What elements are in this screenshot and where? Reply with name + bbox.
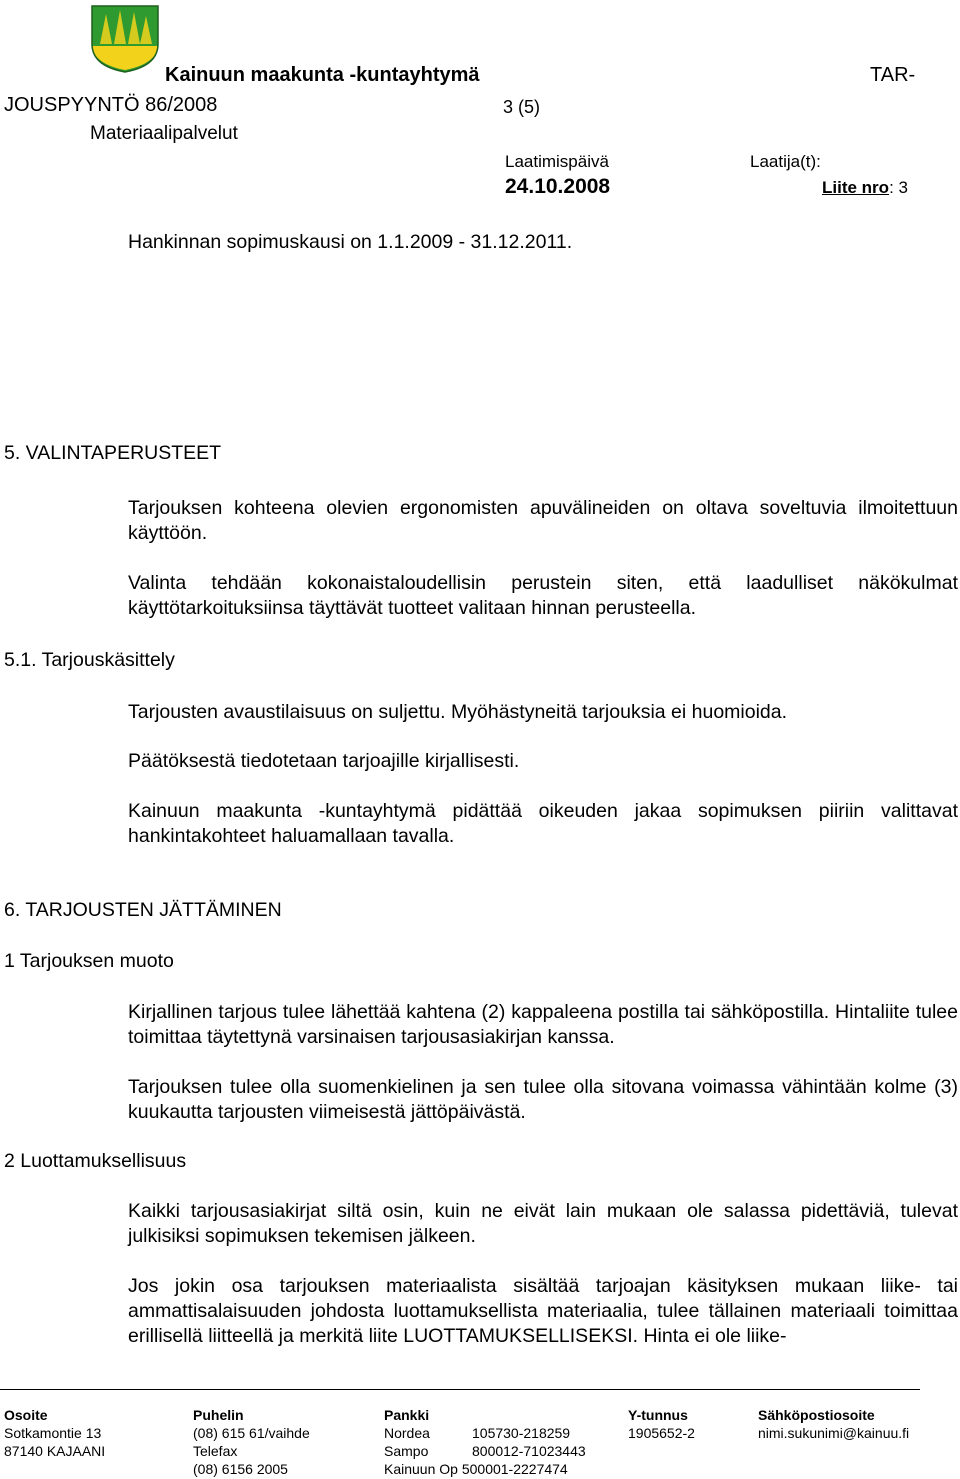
- attachment-label: Liite nro: [822, 178, 890, 197]
- footer-email-label: Sähköpostiosoite: [758, 1407, 875, 1423]
- footer-bank-label: Pankki: [384, 1407, 430, 1423]
- section-6-item-2-paragraph-2: Jos jokin osa tarjouksen materiaalista sisältää tarjoajan käsityksen mukaan liike- tai ammattisalaisuuden johdosta luottamuksellista materiaalia, tulee tällainen materiaali toimittaa erillisellä liitteellä ja merkitä liite LUOTTAMUKSELLISEKSI. Hinta ei ole liike-: [128, 1275, 958, 1347]
- footer-phone: [193, 1406, 310, 1478]
- coat-of-arms-icon: [90, 4, 160, 74]
- section-5-1-paragraph-2: Päätöksestä tiedotetaan tarjoajille kirjallisesti.: [128, 750, 520, 772]
- section-6-heading: 6. TARJOUSTEN JÄTTÄMINEN: [4, 899, 282, 921]
- organization-logo: [90, 4, 160, 74]
- document-type-prefix: TAR-: [870, 64, 916, 86]
- section-6-item-2-heading: 2 Luottamuksellisuus: [4, 1150, 187, 1172]
- footer-bank-name: Kainuun Op 500001-2227474: [384, 1461, 568, 1477]
- document-id: JOUSPYYNTÖ 86/2008: [4, 94, 218, 116]
- footer-address-label: Osoite: [4, 1407, 48, 1423]
- footer-divider: [0, 1389, 920, 1390]
- footer-bank-accounts: [472, 1424, 586, 1460]
- footer-email-value: nimi.sukunimi@kainuu.fi: [758, 1425, 910, 1441]
- footer-bank-name: Sampo: [384, 1443, 429, 1459]
- footer-address-line: Sotkamontie 13: [4, 1425, 102, 1441]
- footer-phone-line: Telefax: [193, 1443, 238, 1459]
- section-5-heading: 5. VALINTAPERUSTEET: [4, 442, 222, 464]
- section-6-item-1-heading: 1 Tarjouksen muoto: [4, 950, 174, 972]
- date-label: Laatimispäivä: [505, 152, 609, 171]
- author-label: Laatija(t):: [750, 152, 821, 171]
- attachment-value: : 3: [889, 178, 908, 197]
- footer-email: [758, 1406, 909, 1442]
- page-number: 3 (5): [503, 97, 541, 117]
- footer-ytunnus: [628, 1406, 695, 1442]
- organization-name: Kainuun maakunta -kuntayhtymä: [165, 64, 480, 86]
- footer-bank-account: 105730-218259: [472, 1425, 571, 1441]
- footer-ytunnus-value: 1905652-2: [628, 1425, 695, 1441]
- section-5-paragraph-1: Tarjouksen kohteena olevien ergonomisten apuvälineiden on oltava soveltuvia ilmoitettuun käyttöön.: [128, 497, 958, 544]
- footer-address-line: 87140 KAJAANI: [4, 1443, 106, 1459]
- document-date: 24.10.2008: [505, 175, 611, 198]
- contract-period: Hankinnan sopimuskausi on 1.1.2009 - 31.12.2011.: [128, 231, 573, 253]
- section-5-1-heading: 5.1. Tarjouskäsittely: [4, 649, 175, 671]
- footer-ytunnus-label: Y-tunnus: [628, 1407, 688, 1423]
- section-5-1-paragraph-1: Tarjousten avaustilaisuus on suljettu. Myöhästyneitä tarjouksia ei huomioida.: [128, 701, 788, 723]
- footer-phone-line: (08) 6156 2005: [193, 1461, 288, 1477]
- attachment-number: [822, 178, 908, 198]
- footer-phone-label: Puhelin: [193, 1407, 244, 1423]
- section-6-item-2-paragraph-1: Kaikki tarjousasiakirjat siltä osin, kuin ne eivät lain mukaan ole salassa pidettäviä, tulevat julkisiksi sopimuksen tekemisen jälkeen.: [128, 1200, 958, 1247]
- section-5-1-paragraph-3: Kainuun maakunta -kuntayhtymä pidättää oikeuden jakaa sopimuksen piiriin valittavat hankintakohteet haluamallaan tavalla.: [128, 800, 958, 847]
- section-5-paragraph-2: Valinta tehdään kokonaistaloudellisin perustein siten, että laadulliset näkökulmat käyttötarkoituksiinsa täyttävät tuotteet valitaan hinnan perusteella.: [128, 572, 958, 619]
- department-name: Materiaalipalvelut: [90, 123, 238, 144]
- section-6-item-1-paragraph-1: Kirjallinen tarjous tulee lähettää kahtena (2) kappaleena postilla tai sähköpostilla. Hintaliite tulee toimittaa täytettynä varsinaisen tarjousasiakirjan kanssa.: [128, 1001, 958, 1048]
- footer-bank-name: Nordea: [384, 1425, 430, 1441]
- footer-bank-account: 800012-71023443: [472, 1443, 586, 1459]
- footer-address: [4, 1406, 105, 1460]
- section-6-item-1-paragraph-2: Tarjouksen tulee olla suomenkielinen ja sen tulee olla sitovana voimassa vähintään kolme (3) kuukautta tarjousten viimeisestä jättöpäivästä.: [128, 1076, 958, 1123]
- footer-phone-line: (08) 615 61/vaihde: [193, 1425, 310, 1441]
